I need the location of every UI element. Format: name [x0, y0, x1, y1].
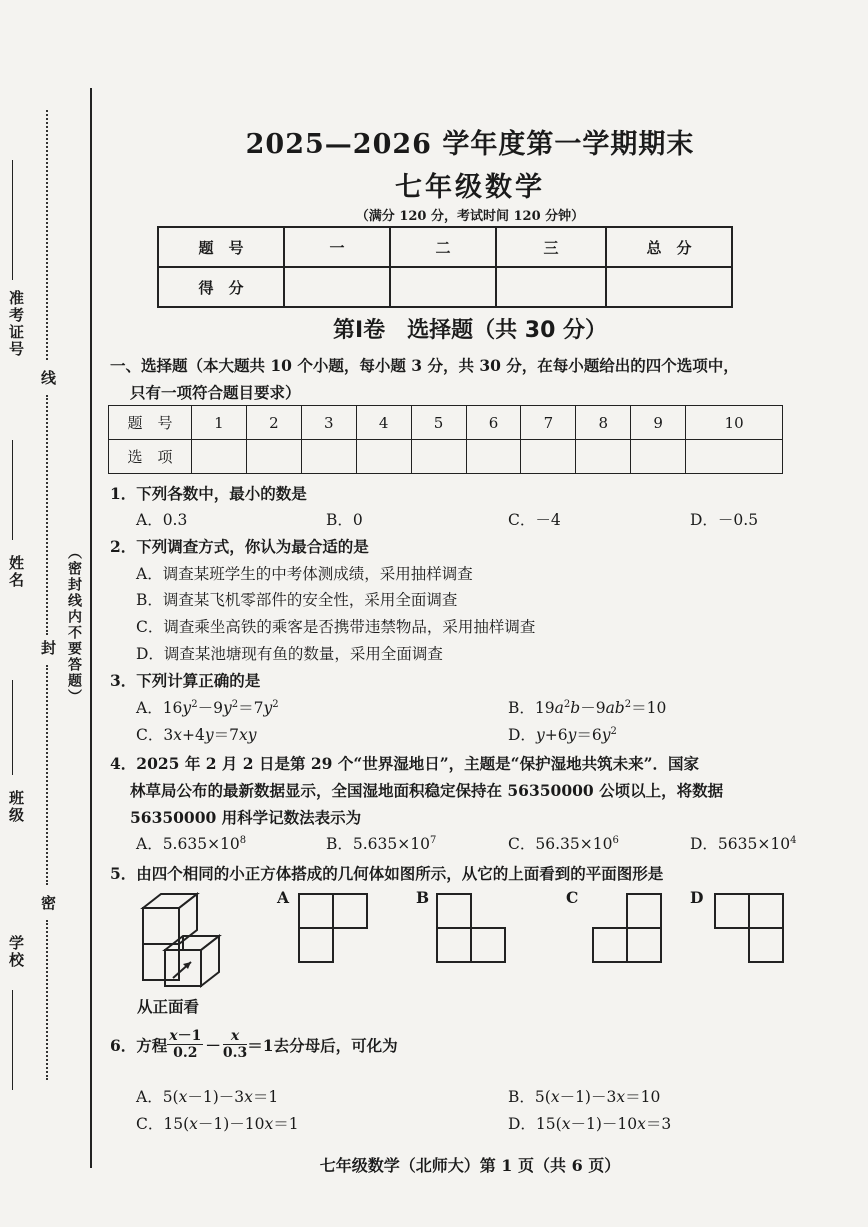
seal-warning: （密封线内不要答题）	[66, 545, 82, 705]
q5-b-square	[436, 893, 472, 929]
seal-margin	[0, 0, 100, 1227]
school-label: 学校	[7, 935, 25, 969]
option-c-label: C	[566, 888, 579, 907]
answer-number: 6	[466, 406, 521, 440]
q6-prefix: 6．方程	[110, 1035, 168, 1055]
front-view-label: 从正面看	[137, 997, 200, 1016]
option-b-label: B	[416, 888, 430, 907]
equals-one: ＝1	[247, 1035, 274, 1055]
name-label: 姓名	[7, 555, 25, 589]
id-underline	[12, 160, 13, 280]
seal-mi-char: 密	[39, 895, 57, 912]
q1-option-a[interactable]: A．0.3	[136, 511, 188, 529]
cube-face	[201, 936, 219, 986]
answer-number: 4	[356, 406, 411, 440]
score-cell[interactable]	[606, 267, 732, 307]
answer-number: 7	[521, 406, 576, 440]
score-cell[interactable]	[390, 267, 496, 307]
answer-cell[interactable]	[686, 440, 783, 474]
fraction: $\frac{x}{0.3}$	[222, 1028, 248, 1061]
q5-c-square	[626, 893, 662, 929]
q1-option-c[interactable]: C．－4	[508, 511, 561, 529]
q3-option-a[interactable]: A．$16y^2-9y^2=7y^2$	[136, 698, 279, 717]
option-d-label: D	[690, 888, 704, 907]
q5-b-square	[470, 927, 506, 963]
answer-number: 8	[576, 406, 631, 440]
seal-dots	[46, 110, 48, 360]
q4-option-d[interactable]: D．$5635\times 10^4$	[690, 834, 797, 853]
score-cell[interactable]	[496, 267, 606, 307]
q5-c-square	[626, 927, 662, 963]
score-header-cell: 题 号	[158, 227, 284, 267]
q2-option-c[interactable]: C．调查乘坐高铁的乘客是否携带违禁物品，采用抽样调查	[136, 618, 536, 636]
q3-option-d[interactable]: D．$y+6y=6y^2$	[508, 725, 617, 744]
answer-table	[108, 405, 783, 474]
section-instructions: 只有一项符合题目要求）	[130, 383, 301, 402]
answer-cell[interactable]	[521, 440, 576, 474]
score-row-label: 得 分	[158, 267, 284, 307]
q3-option-b[interactable]: B．$19a^2b-9ab^2=10$	[508, 698, 667, 717]
q3-option-c[interactable]: C．3x+4y＝7xy	[136, 726, 257, 744]
q4-option-c[interactable]: C．$56.35\times 10^6$	[508, 834, 619, 853]
answer-cell[interactable]	[466, 440, 521, 474]
id-label: 准考证号	[7, 290, 25, 358]
page-footer: 七年级数学（北师大）第 1 页（共 6 页）	[319, 1156, 621, 1175]
answer-cell[interactable]	[631, 440, 686, 474]
binding-line	[90, 88, 92, 1168]
q5-d-square	[714, 893, 750, 929]
question-4-line: 4．2025 年 2 月 2 日是第 29 个“世界湿地日”，主题是“保护湿地共筑未来”．国家	[110, 754, 700, 773]
section-instructions: 一、选择题（本大题共 10 个小题，每小题 3 分，共 30 分，在每小题给出的四个选项中，	[110, 356, 739, 375]
class-underline	[12, 680, 13, 775]
minus-sign: －	[205, 1035, 221, 1055]
answer-number: 2	[246, 406, 301, 440]
score-header-cell: 三	[496, 227, 606, 267]
name-underline	[12, 440, 13, 540]
question-2-stem: 2．下列调查方式，你认为最合适的是	[110, 537, 369, 556]
q2-option-d[interactable]: D．调查某池塘现有鱼的数量，采用全面调查	[136, 645, 443, 663]
answer-number: 3	[301, 406, 356, 440]
q4-option-b[interactable]: B．$5.635\times 10^7$	[326, 834, 437, 853]
fraction: $\frac{x-1}{0.2}$	[169, 1028, 202, 1061]
q4-option-a[interactable]: A．$5.635\times 10^8$	[136, 834, 247, 853]
answer-cell[interactable]	[301, 440, 356, 474]
q1-option-d[interactable]: D．－0.5	[690, 511, 759, 529]
answer-number: 9	[631, 406, 686, 440]
seal-dots	[46, 395, 48, 635]
option-a-label: A	[277, 888, 290, 907]
answer-cell[interactable]	[246, 440, 301, 474]
score-cell[interactable]	[284, 267, 390, 307]
q6-option-b[interactable]: B．5(x－1)－3x＝10	[508, 1088, 661, 1106]
q5-a-square	[332, 893, 368, 929]
q5-a-square	[298, 893, 334, 929]
answer-row-label: 选 项	[109, 440, 192, 474]
answer-cell[interactable]	[576, 440, 631, 474]
answer-cell[interactable]	[356, 440, 411, 474]
answer-row-label: 题 号	[109, 406, 192, 440]
answer-number: 1	[192, 406, 247, 440]
score-header-cell: 总 分	[606, 227, 732, 267]
q5-b-square	[436, 927, 472, 963]
question-1-stem: 1．下列各数中，最小的数是	[110, 484, 307, 503]
q2-option-b[interactable]: B．调查某飞机零部件的安全性，采用全面调查	[136, 591, 458, 609]
q5-a-square	[298, 927, 334, 963]
class-label: 班级	[7, 790, 25, 824]
question-5-stem: 5．由四个相同的小正方体搭成的几何体如图所示，从它的上面看到的平面图形是	[110, 864, 664, 883]
score-header-cell: 二	[390, 227, 496, 267]
question-4-line: 林草局公布的最新数据显示，全国湿地面积稳定保持在 56350000 公顷以上，将数据	[130, 781, 724, 800]
q6-option-a[interactable]: A．5(x－1)－3x＝1	[136, 1088, 279, 1106]
cube-figure	[135, 890, 235, 995]
answer-cell[interactable]	[192, 440, 247, 474]
answer-number: 10	[686, 406, 783, 440]
q6-option-d[interactable]: D．15(x－1)－10x＝3	[508, 1115, 672, 1133]
q5-d-square	[748, 893, 784, 929]
question-3-stem: 3．下列计算正确的是	[110, 671, 261, 690]
q5-d-square	[748, 927, 784, 963]
score-header-cell: 一	[284, 227, 390, 267]
seal-feng-char: 封	[39, 640, 57, 657]
q6-option-c[interactable]: C．15(x－1)－10x＝1	[136, 1115, 299, 1133]
question-4-line: 56350000 用科学记数法表示为	[130, 808, 362, 827]
score-table	[157, 226, 733, 308]
seal-dots	[46, 920, 48, 1080]
q2-option-a[interactable]: A．调查某班学生的中考体测成绩，采用抽样调查	[136, 565, 473, 583]
q1-option-b[interactable]: B．0	[326, 511, 363, 529]
school-underline	[12, 990, 13, 1090]
q5-c-square	[592, 927, 628, 963]
q6-suffix: 去分母后，可化为	[273, 1035, 398, 1055]
section-title: 第Ⅰ卷 选择题（共 30 分）	[332, 318, 608, 343]
exam-subject: 七年级数学	[395, 172, 545, 203]
question-6-stem	[110, 1028, 398, 1061]
cube-face	[143, 908, 179, 944]
exam-title: 2025—2026 学年度第一学期期末	[245, 129, 695, 160]
seal-line-char: 线	[39, 370, 57, 387]
answer-number: 5	[411, 406, 466, 440]
answer-cell[interactable]	[411, 440, 466, 474]
seal-dots	[46, 665, 48, 885]
exam-note: （满分 120 分，考试时间 120 分钟）	[355, 209, 585, 224]
